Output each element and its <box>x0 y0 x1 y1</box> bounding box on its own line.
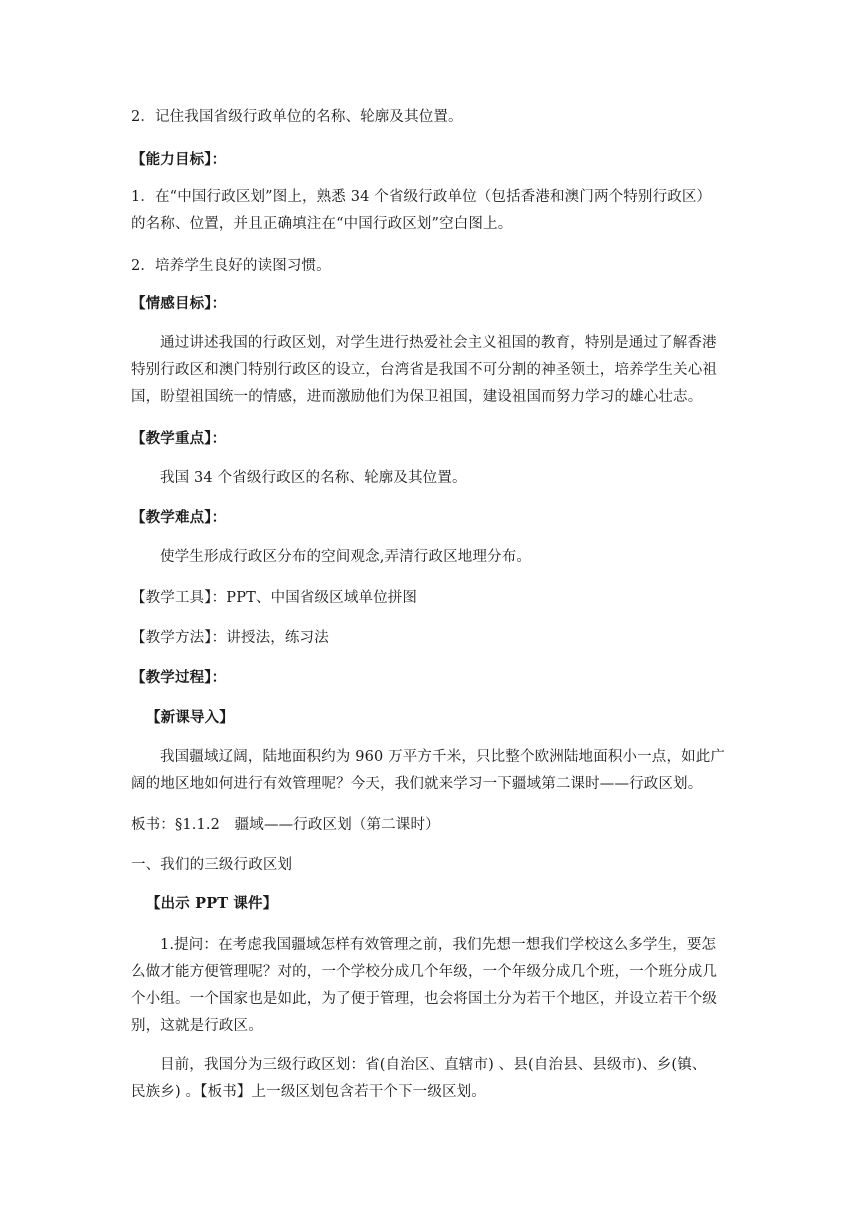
objective-item-2: 2．记住我国省级行政单位的名称、轮廓及其位置。 <box>131 109 463 125</box>
emotion-goals-heading: 【情感目标】： <box>131 295 227 312</box>
levels-paragraph-line-1: 目前，我国分为三级行政区划：省(自治区、直辖市) 、县(自治县、县级市)、乡(镇、 <box>160 1057 707 1073</box>
ability-goal-1-line-2: 的名称、位置，并且正确填注在“中国行政区划”空白图上。 <box>131 216 513 232</box>
blackboard-title: 板书：§1.1.2 疆域——行政区划（第二课时） <box>131 817 440 833</box>
difficulties-heading: 【教学难点】： <box>131 509 227 526</box>
intro-paragraph-line-1: 我国疆域辽阔，陆地面积约为 960 万平方千米，只比整个欧洲陆地面积小一点，如此广 <box>160 749 726 765</box>
difficulties-text: 使学生形成行政区分布的空间观念,弄清行政区地理分布。 <box>160 549 532 565</box>
ability-goal-2: 2．培养学生良好的读图习惯。 <box>131 258 331 274</box>
ability-goal-1-line-1: 1．在“中国行政区划”图上，熟悉 34 个省级行政单位（包括香港和澳门两个特别行政区） <box>131 189 712 205</box>
intro-paragraph-line-2: 阔的地区地如何进行有效管理呢？今天，我们就来学习一下疆域第二课时——行政区划。 <box>131 776 703 792</box>
teaching-tools: 【教学工具】：PPT、中国省级区域单位拼图 <box>131 590 418 606</box>
levels-paragraph-line-2: 民族乡) 。【板书】上一级区划包含若干个下一级区划。 <box>131 1084 486 1100</box>
question-paragraph-line-1: 1.提问：在考虑我国疆域怎样有效管理之前，我们先想一想我们学校这么多学生，要怎 <box>160 937 717 953</box>
teaching-process-heading: 【教学过程】： <box>131 669 227 686</box>
show-ppt-heading: 【出示 PPT 课件】 <box>146 895 278 912</box>
emotion-paragraph-line-3: 国，盼望祖国统一的情感，进而激励他们为保卫祖国，建设祖国而努力学习的雄心壮志。 <box>131 389 703 405</box>
ability-goals-heading: 【能力目标】： <box>131 151 227 168</box>
emotion-paragraph-line-2: 特别行政区和澳门特别行政区的设立，台湾省是我国不可分割的神圣领土，培养学生关心祖 <box>131 362 717 378</box>
key-points-text: 我国 34 个省级行政区的名称、轮廓及其位置。 <box>160 470 467 486</box>
question-paragraph-line-3: 个小组。一个国家也是如此，为了便于管理，也会将国土分为若干个地区，并设立若干个级 <box>131 991 717 1007</box>
emotion-paragraph-line-1: 通过讲述我国的行政区划，对学生进行热爱社会主义祖国的教育，特别是通过了解香港 <box>160 335 717 351</box>
teaching-methods: 【教学方法】：讲授法，练习法 <box>131 630 329 646</box>
section-one-heading: 一、我们的三级行政区划 <box>131 857 293 873</box>
question-paragraph-line-4: 别，这就是行政区。 <box>131 1018 263 1034</box>
question-paragraph-line-2: 么做才能方便管理呢？对的，一个学校分成几个年级，一个年级分成几个班，一个班分成几 <box>131 964 717 980</box>
key-points-heading: 【教学重点】： <box>131 430 227 447</box>
new-lesson-intro-heading: 【新课导入】 <box>146 709 234 726</box>
